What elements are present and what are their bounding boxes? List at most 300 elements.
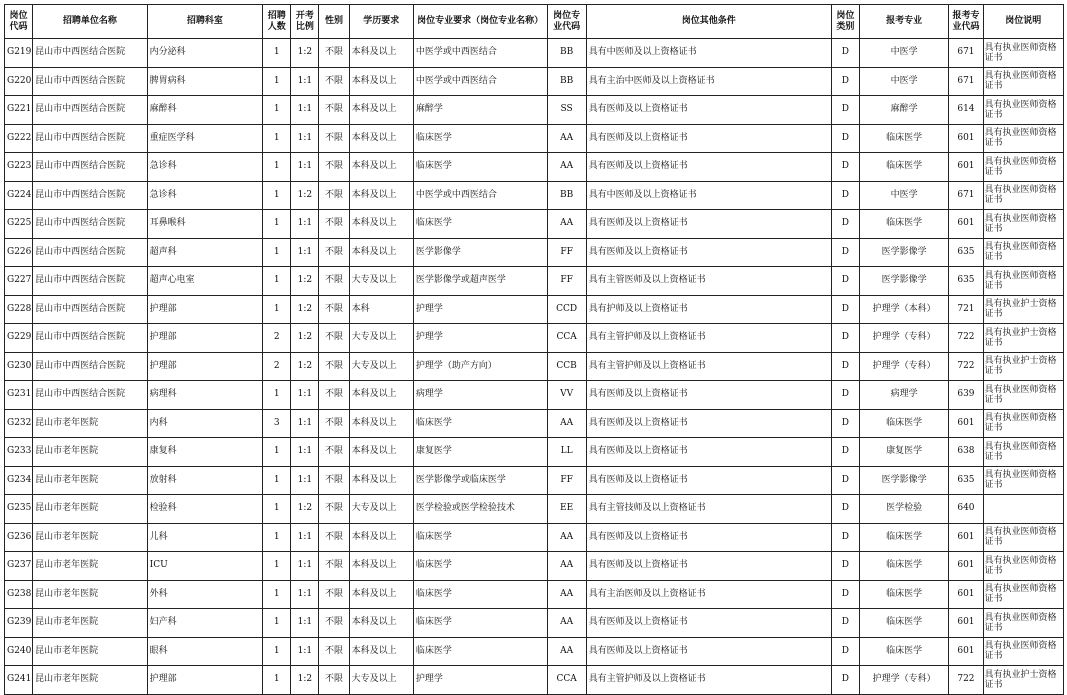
table-row bbox=[5, 124, 1064, 153]
cell-exam-ratio: 1:1 bbox=[291, 153, 319, 182]
cell-other-conditions: 具有主治中医师及以上资格证书 bbox=[586, 67, 831, 96]
cell-post-note: 具有执业医师资格证书 bbox=[983, 181, 1063, 210]
cell-major-requirement: 麻醉学 bbox=[413, 96, 547, 125]
cell-unit-name: 昆山市老年医院 bbox=[33, 637, 148, 666]
cell-headcount: 1 bbox=[263, 466, 291, 495]
cell-unit-name: 昆山市老年医院 bbox=[33, 580, 148, 609]
cell-exam-ratio: 1:1 bbox=[291, 438, 319, 467]
table-row bbox=[5, 409, 1064, 438]
table-row bbox=[5, 523, 1064, 552]
cell-major-requirement: 中医学或中西医结合 bbox=[413, 39, 547, 68]
cell-post-category: D bbox=[831, 181, 859, 210]
cell-department: 儿科 bbox=[147, 523, 263, 552]
cell-post-note: 具有执业医师资格证书 bbox=[983, 381, 1063, 410]
cell-other-conditions: 具有中医师及以上资格证书 bbox=[586, 39, 831, 68]
cell-major-code: AA bbox=[547, 409, 586, 438]
cell-post-category: D bbox=[831, 267, 859, 296]
table-row bbox=[5, 210, 1064, 239]
cell-major-requirement: 临床医学 bbox=[413, 124, 547, 153]
cell-exam-major-code: 635 bbox=[949, 267, 983, 296]
table-row bbox=[5, 67, 1064, 96]
header-exam-major-code: 报考专业代码 bbox=[949, 5, 983, 39]
cell-post-category: D bbox=[831, 609, 859, 638]
cell-exam-major-code: 638 bbox=[949, 438, 983, 467]
cell-headcount: 1 bbox=[263, 523, 291, 552]
cell-exam-ratio: 1:2 bbox=[291, 181, 319, 210]
cell-unit-name: 昆山市老年医院 bbox=[33, 609, 148, 638]
cell-exam-ratio: 1:1 bbox=[291, 96, 319, 125]
cell-post-code: G222 bbox=[5, 124, 33, 153]
cell-gender: 不限 bbox=[319, 666, 349, 695]
cell-post-note: 具有执业护士资格证书 bbox=[983, 352, 1063, 381]
cell-major-requirement: 临床医学 bbox=[413, 609, 547, 638]
cell-education: 本科及以上 bbox=[349, 67, 413, 96]
cell-unit-name: 昆山市中西医结合医院 bbox=[33, 381, 148, 410]
cell-exam-ratio: 1:1 bbox=[291, 409, 319, 438]
header-unit-name: 招聘单位名称 bbox=[33, 5, 148, 39]
cell-department: 外科 bbox=[147, 580, 263, 609]
cell-headcount: 1 bbox=[263, 124, 291, 153]
cell-exam-major: 病理学 bbox=[859, 381, 948, 410]
cell-exam-major: 医学影像学 bbox=[859, 466, 948, 495]
cell-major-code: CCA bbox=[547, 324, 586, 353]
cell-major-code: BB bbox=[547, 39, 586, 68]
header-major-requirement: 岗位专业要求（岗位专业名称） bbox=[413, 5, 547, 39]
cell-exam-major: 临床医学 bbox=[859, 609, 948, 638]
cell-post-code: G233 bbox=[5, 438, 33, 467]
cell-post-note: 具有执业医师资格证书 bbox=[983, 438, 1063, 467]
cell-unit-name: 昆山市老年医院 bbox=[33, 409, 148, 438]
cell-unit-name: 昆山市中西医结合医院 bbox=[33, 181, 148, 210]
cell-post-category: D bbox=[831, 295, 859, 324]
cell-department: 康复科 bbox=[147, 438, 263, 467]
table-body bbox=[5, 39, 1064, 695]
cell-post-category: D bbox=[831, 552, 859, 581]
cell-other-conditions: 具有医师及以上资格证书 bbox=[586, 210, 831, 239]
cell-exam-major: 临床医学 bbox=[859, 409, 948, 438]
cell-unit-name: 昆山市中西医结合医院 bbox=[33, 67, 148, 96]
cell-department: 放射科 bbox=[147, 466, 263, 495]
cell-unit-name: 昆山市老年医院 bbox=[33, 438, 148, 467]
cell-other-conditions: 具有医师及以上资格证书 bbox=[586, 438, 831, 467]
table-row bbox=[5, 381, 1064, 410]
cell-exam-ratio: 1:1 bbox=[291, 466, 319, 495]
cell-major-code: FF bbox=[547, 238, 586, 267]
header-exam-ratio: 开考比例 bbox=[291, 5, 319, 39]
cell-exam-major: 中医学 bbox=[859, 181, 948, 210]
cell-post-code: G223 bbox=[5, 153, 33, 182]
cell-exam-ratio: 1:1 bbox=[291, 124, 319, 153]
header-major-code: 岗位专业代码 bbox=[547, 5, 586, 39]
cell-department: 护理部 bbox=[147, 324, 263, 353]
cell-post-code: G230 bbox=[5, 352, 33, 381]
cell-post-category: D bbox=[831, 666, 859, 695]
cell-exam-major-code: 635 bbox=[949, 238, 983, 267]
cell-exam-major: 中医学 bbox=[859, 67, 948, 96]
cell-department: 超声科 bbox=[147, 238, 263, 267]
cell-post-note: 具有执业医师资格证书 bbox=[983, 637, 1063, 666]
cell-gender: 不限 bbox=[319, 153, 349, 182]
cell-headcount: 1 bbox=[263, 580, 291, 609]
cell-department: 超声心电室 bbox=[147, 267, 263, 296]
cell-headcount: 1 bbox=[263, 153, 291, 182]
cell-headcount: 1 bbox=[263, 238, 291, 267]
cell-unit-name: 昆山市中西医结合医院 bbox=[33, 96, 148, 125]
cell-post-category: D bbox=[831, 495, 859, 524]
table-row bbox=[5, 495, 1064, 524]
cell-major-code: BB bbox=[547, 67, 586, 96]
cell-major-requirement: 医学影像学或超声医学 bbox=[413, 267, 547, 296]
cell-other-conditions: 具有医师及以上资格证书 bbox=[586, 238, 831, 267]
cell-major-requirement: 康复医学 bbox=[413, 438, 547, 467]
cell-gender: 不限 bbox=[319, 181, 349, 210]
header-education: 学历要求 bbox=[349, 5, 413, 39]
cell-exam-major: 临床医学 bbox=[859, 552, 948, 581]
cell-headcount: 1 bbox=[263, 495, 291, 524]
cell-headcount: 1 bbox=[263, 267, 291, 296]
cell-education: 本科及以上 bbox=[349, 637, 413, 666]
cell-gender: 不限 bbox=[319, 580, 349, 609]
cell-other-conditions: 具有医师及以上资格证书 bbox=[586, 523, 831, 552]
cell-major-code: FF bbox=[547, 466, 586, 495]
cell-other-conditions: 具有主管护师及以上资格证书 bbox=[586, 324, 831, 353]
cell-unit-name: 昆山市中西医结合医院 bbox=[33, 352, 148, 381]
cell-post-code: G234 bbox=[5, 466, 33, 495]
table-row bbox=[5, 324, 1064, 353]
cell-unit-name: 昆山市老年医院 bbox=[33, 495, 148, 524]
cell-major-requirement: 护理学（助产方向） bbox=[413, 352, 547, 381]
cell-department: 护理部 bbox=[147, 352, 263, 381]
cell-gender: 不限 bbox=[319, 238, 349, 267]
cell-post-category: D bbox=[831, 153, 859, 182]
cell-headcount: 1 bbox=[263, 609, 291, 638]
cell-exam-major: 临床医学 bbox=[859, 637, 948, 666]
cell-education: 大专及以上 bbox=[349, 267, 413, 296]
cell-exam-major: 临床医学 bbox=[859, 580, 948, 609]
cell-post-code: G238 bbox=[5, 580, 33, 609]
cell-department: 护理部 bbox=[147, 295, 263, 324]
header-headcount: 招聘人数 bbox=[263, 5, 291, 39]
cell-department: 护理部 bbox=[147, 666, 263, 695]
header-post-code: 岗位代码 bbox=[5, 5, 33, 39]
cell-post-note: 具有执业医师资格证书 bbox=[983, 96, 1063, 125]
cell-major-requirement: 临床医学 bbox=[413, 523, 547, 552]
cell-exam-major: 临床医学 bbox=[859, 124, 948, 153]
cell-department: 麻醉科 bbox=[147, 96, 263, 125]
cell-exam-major: 医学影像学 bbox=[859, 238, 948, 267]
cell-major-code: CCA bbox=[547, 666, 586, 695]
cell-gender: 不限 bbox=[319, 466, 349, 495]
cell-headcount: 1 bbox=[263, 381, 291, 410]
cell-post-category: D bbox=[831, 523, 859, 552]
cell-post-note: 具有执业医师资格证书 bbox=[983, 153, 1063, 182]
cell-education: 本科及以上 bbox=[349, 438, 413, 467]
cell-exam-major-code: 635 bbox=[949, 466, 983, 495]
cell-major-requirement: 临床医学 bbox=[413, 409, 547, 438]
cell-exam-major-code: 601 bbox=[949, 552, 983, 581]
cell-post-category: D bbox=[831, 352, 859, 381]
cell-department: 检验科 bbox=[147, 495, 263, 524]
cell-other-conditions: 具有医师及以上资格证书 bbox=[586, 124, 831, 153]
cell-post-note: 具有执业医师资格证书 bbox=[983, 609, 1063, 638]
cell-department: 重症医学科 bbox=[147, 124, 263, 153]
cell-unit-name: 昆山市中西医结合医院 bbox=[33, 210, 148, 239]
cell-education: 本科及以上 bbox=[349, 381, 413, 410]
cell-education: 本科及以上 bbox=[349, 96, 413, 125]
cell-gender: 不限 bbox=[319, 96, 349, 125]
cell-education: 本科及以上 bbox=[349, 238, 413, 267]
cell-exam-major-code: 639 bbox=[949, 381, 983, 410]
cell-education: 本科及以上 bbox=[349, 609, 413, 638]
table-row bbox=[5, 466, 1064, 495]
cell-exam-major: 医学检验 bbox=[859, 495, 948, 524]
cell-unit-name: 昆山市老年医院 bbox=[33, 523, 148, 552]
cell-department: 脾胃病科 bbox=[147, 67, 263, 96]
header-department: 招聘科室 bbox=[147, 5, 263, 39]
cell-department: 妇产科 bbox=[147, 609, 263, 638]
header-post-category: 岗位类别 bbox=[831, 5, 859, 39]
header-exam-major: 报考专业 bbox=[859, 5, 948, 39]
cell-unit-name: 昆山市中西医结合医院 bbox=[33, 267, 148, 296]
cell-major-requirement: 医学检验或医学检验技术 bbox=[413, 495, 547, 524]
cell-headcount: 1 bbox=[263, 295, 291, 324]
cell-education: 本科及以上 bbox=[349, 466, 413, 495]
cell-post-category: D bbox=[831, 381, 859, 410]
cell-headcount: 2 bbox=[263, 352, 291, 381]
cell-education: 本科及以上 bbox=[349, 39, 413, 68]
cell-education: 本科及以上 bbox=[349, 153, 413, 182]
table-row bbox=[5, 153, 1064, 182]
cell-exam-ratio: 1:1 bbox=[291, 67, 319, 96]
cell-department: 急诊科 bbox=[147, 181, 263, 210]
cell-exam-ratio: 1:1 bbox=[291, 580, 319, 609]
table-row bbox=[5, 438, 1064, 467]
cell-education: 本科及以上 bbox=[349, 124, 413, 153]
cell-post-note: 具有执业医师资格证书 bbox=[983, 466, 1063, 495]
cell-department: 内分泌科 bbox=[147, 39, 263, 68]
cell-gender: 不限 bbox=[319, 124, 349, 153]
cell-education: 本科及以上 bbox=[349, 409, 413, 438]
cell-headcount: 1 bbox=[263, 210, 291, 239]
cell-exam-major: 临床医学 bbox=[859, 523, 948, 552]
cell-post-category: D bbox=[831, 124, 859, 153]
cell-exam-ratio: 1:2 bbox=[291, 666, 319, 695]
cell-post-category: D bbox=[831, 438, 859, 467]
cell-exam-major: 护理学（专科） bbox=[859, 352, 948, 381]
cell-exam-major-code: 614 bbox=[949, 96, 983, 125]
cell-other-conditions: 具有主治医师及以上资格证书 bbox=[586, 580, 831, 609]
cell-exam-major: 康复医学 bbox=[859, 438, 948, 467]
cell-education: 本科及以上 bbox=[349, 181, 413, 210]
cell-major-code: AA bbox=[547, 552, 586, 581]
table-row bbox=[5, 352, 1064, 381]
cell-major-code: EE bbox=[547, 495, 586, 524]
cell-exam-major-code: 601 bbox=[949, 609, 983, 638]
cell-other-conditions: 具有护师及以上资格证书 bbox=[586, 295, 831, 324]
cell-post-note: 具有执业医师资格证书 bbox=[983, 39, 1063, 68]
table-row bbox=[5, 609, 1064, 638]
cell-post-note: 具有执业医师资格证书 bbox=[983, 210, 1063, 239]
cell-gender: 不限 bbox=[319, 295, 349, 324]
cell-gender: 不限 bbox=[319, 67, 349, 96]
cell-gender: 不限 bbox=[319, 381, 349, 410]
cell-post-code: G221 bbox=[5, 96, 33, 125]
cell-major-requirement: 中医学或中西医结合 bbox=[413, 67, 547, 96]
cell-exam-major-code: 722 bbox=[949, 666, 983, 695]
cell-headcount: 1 bbox=[263, 39, 291, 68]
cell-education: 本科及以上 bbox=[349, 580, 413, 609]
cell-major-code: AA bbox=[547, 210, 586, 239]
cell-post-code: G231 bbox=[5, 381, 33, 410]
cell-other-conditions: 具有医师及以上资格证书 bbox=[586, 96, 831, 125]
cell-exam-ratio: 1:2 bbox=[291, 267, 319, 296]
cell-gender: 不限 bbox=[319, 210, 349, 239]
cell-post-category: D bbox=[831, 238, 859, 267]
cell-post-category: D bbox=[831, 580, 859, 609]
header-post-note: 岗位说明 bbox=[983, 5, 1063, 39]
cell-post-note: 具有执业医师资格证书 bbox=[983, 580, 1063, 609]
cell-other-conditions: 具有医师及以上资格证书 bbox=[586, 381, 831, 410]
cell-exam-ratio: 1:1 bbox=[291, 238, 319, 267]
cell-exam-major: 麻醉学 bbox=[859, 96, 948, 125]
cell-exam-major-code: 640 bbox=[949, 495, 983, 524]
cell-post-note: 具有执业护士资格证书 bbox=[983, 295, 1063, 324]
cell-major-requirement: 护理学 bbox=[413, 666, 547, 695]
cell-post-note: 具有执业医师资格证书 bbox=[983, 238, 1063, 267]
header-row bbox=[5, 5, 1064, 39]
cell-post-code: G229 bbox=[5, 324, 33, 353]
cell-exam-major-code: 671 bbox=[949, 39, 983, 68]
cell-gender: 不限 bbox=[319, 352, 349, 381]
cell-post-note: 具有执业医师资格证书 bbox=[983, 552, 1063, 581]
cell-unit-name: 昆山市老年医院 bbox=[33, 552, 148, 581]
cell-post-code: G228 bbox=[5, 295, 33, 324]
cell-post-note: 具有执业医师资格证书 bbox=[983, 67, 1063, 96]
cell-department: 眼科 bbox=[147, 637, 263, 666]
cell-post-code: G240 bbox=[5, 637, 33, 666]
cell-exam-major-code: 601 bbox=[949, 210, 983, 239]
cell-major-code: AA bbox=[547, 637, 586, 666]
cell-exam-major-code: 601 bbox=[949, 124, 983, 153]
cell-post-code: G237 bbox=[5, 552, 33, 581]
cell-post-code: G239 bbox=[5, 609, 33, 638]
cell-major-code: AA bbox=[547, 580, 586, 609]
cell-other-conditions: 具有中医师及以上资格证书 bbox=[586, 181, 831, 210]
cell-post-note: 具有执业医师资格证书 bbox=[983, 409, 1063, 438]
cell-major-requirement: 护理学 bbox=[413, 324, 547, 353]
cell-gender: 不限 bbox=[319, 637, 349, 666]
cell-exam-major: 护理学（专科） bbox=[859, 324, 948, 353]
cell-headcount: 1 bbox=[263, 181, 291, 210]
cell-post-category: D bbox=[831, 324, 859, 353]
cell-exam-ratio: 1:1 bbox=[291, 552, 319, 581]
cell-post-category: D bbox=[831, 637, 859, 666]
cell-post-code: G235 bbox=[5, 495, 33, 524]
cell-headcount: 1 bbox=[263, 67, 291, 96]
cell-major-requirement: 医学影像学或临床医学 bbox=[413, 466, 547, 495]
cell-post-code: G219 bbox=[5, 39, 33, 68]
cell-major-code: AA bbox=[547, 523, 586, 552]
cell-other-conditions: 具有医师及以上资格证书 bbox=[586, 637, 831, 666]
cell-department: 病理科 bbox=[147, 381, 263, 410]
header-other-conditions: 岗位其他条件 bbox=[586, 5, 831, 39]
cell-exam-major-code: 601 bbox=[949, 153, 983, 182]
cell-post-code: G232 bbox=[5, 409, 33, 438]
cell-department: 耳鼻喉科 bbox=[147, 210, 263, 239]
recruitment-table bbox=[4, 4, 1064, 695]
cell-exam-ratio: 1:1 bbox=[291, 637, 319, 666]
cell-exam-ratio: 1:2 bbox=[291, 39, 319, 68]
cell-post-category: D bbox=[831, 39, 859, 68]
cell-exam-major-code: 721 bbox=[949, 295, 983, 324]
cell-major-requirement: 临床医学 bbox=[413, 637, 547, 666]
cell-education: 本科及以上 bbox=[349, 523, 413, 552]
table-row bbox=[5, 580, 1064, 609]
cell-exam-major-code: 601 bbox=[949, 580, 983, 609]
cell-exam-major: 临床医学 bbox=[859, 153, 948, 182]
cell-exam-major: 临床医学 bbox=[859, 210, 948, 239]
table-row bbox=[5, 181, 1064, 210]
cell-other-conditions: 具有医师及以上资格证书 bbox=[586, 409, 831, 438]
cell-education: 本科及以上 bbox=[349, 210, 413, 239]
cell-exam-major: 护理学（本科） bbox=[859, 295, 948, 324]
cell-headcount: 3 bbox=[263, 409, 291, 438]
cell-exam-major-code: 671 bbox=[949, 181, 983, 210]
cell-exam-major-code: 722 bbox=[949, 352, 983, 381]
cell-major-requirement: 临床医学 bbox=[413, 153, 547, 182]
cell-other-conditions: 具有主管护师及以上资格证书 bbox=[586, 352, 831, 381]
cell-department: 急诊科 bbox=[147, 153, 263, 182]
cell-unit-name: 昆山市老年医院 bbox=[33, 466, 148, 495]
cell-gender: 不限 bbox=[319, 409, 349, 438]
cell-exam-major-code: 601 bbox=[949, 637, 983, 666]
cell-post-code: G236 bbox=[5, 523, 33, 552]
cell-gender: 不限 bbox=[319, 609, 349, 638]
cell-post-code: G220 bbox=[5, 67, 33, 96]
cell-major-code: AA bbox=[547, 124, 586, 153]
cell-education: 大专及以上 bbox=[349, 352, 413, 381]
cell-unit-name: 昆山市中西医结合医院 bbox=[33, 238, 148, 267]
header-gender: 性别 bbox=[319, 5, 349, 39]
cell-unit-name: 昆山市中西医结合医院 bbox=[33, 295, 148, 324]
cell-gender: 不限 bbox=[319, 438, 349, 467]
cell-gender: 不限 bbox=[319, 39, 349, 68]
cell-post-category: D bbox=[831, 210, 859, 239]
cell-exam-ratio: 1:2 bbox=[291, 352, 319, 381]
table-row bbox=[5, 238, 1064, 267]
cell-major-code: CCD bbox=[547, 295, 586, 324]
cell-major-requirement: 临床医学 bbox=[413, 552, 547, 581]
cell-post-note: 具有执业医师资格证书 bbox=[983, 523, 1063, 552]
cell-headcount: 1 bbox=[263, 666, 291, 695]
table-row bbox=[5, 39, 1064, 68]
cell-major-code: FF bbox=[547, 267, 586, 296]
cell-post-code: G227 bbox=[5, 267, 33, 296]
cell-major-requirement: 护理学 bbox=[413, 295, 547, 324]
cell-other-conditions: 具有主管护师及以上资格证书 bbox=[586, 666, 831, 695]
table-row bbox=[5, 267, 1064, 296]
cell-post-category: D bbox=[831, 466, 859, 495]
table-row bbox=[5, 552, 1064, 581]
cell-major-code: AA bbox=[547, 609, 586, 638]
cell-exam-ratio: 1:1 bbox=[291, 609, 319, 638]
cell-education: 大专及以上 bbox=[349, 324, 413, 353]
cell-department: 内科 bbox=[147, 409, 263, 438]
cell-gender: 不限 bbox=[319, 523, 349, 552]
cell-unit-name: 昆山市中西医结合医院 bbox=[33, 39, 148, 68]
cell-post-category: D bbox=[831, 409, 859, 438]
cell-education: 本科 bbox=[349, 295, 413, 324]
